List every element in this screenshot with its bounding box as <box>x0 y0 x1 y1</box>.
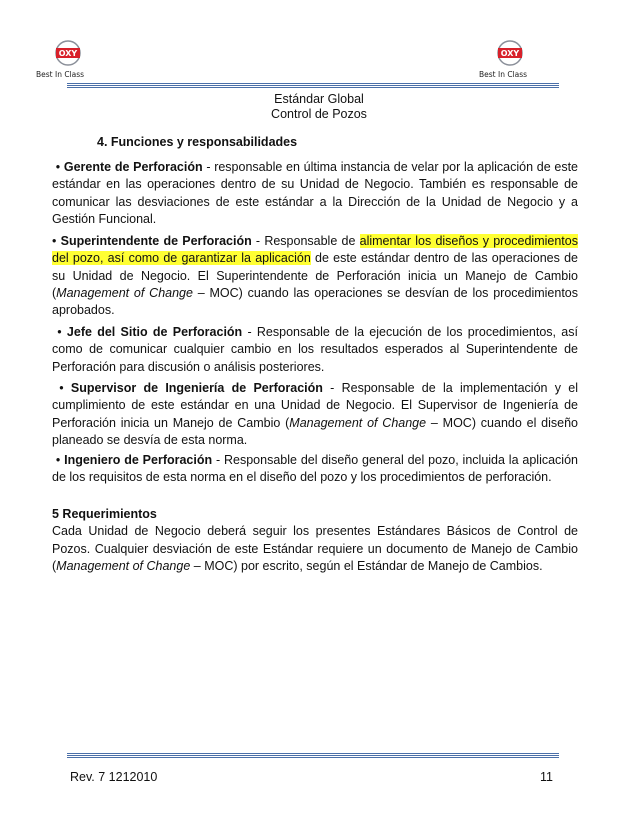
bullet: • <box>52 234 57 248</box>
role-paragraph-superintendente <box>52 233 578 319</box>
svg-text:OXY: OXY <box>58 49 78 59</box>
italic-term: Management of Change <box>56 558 191 573</box>
role-paragraph-supervisor <box>52 380 578 449</box>
role-paragraph-gerente <box>52 159 578 228</box>
oxy-logo-left <box>52 40 84 66</box>
header-rule <box>67 83 559 88</box>
footer-revision: Rev. 7 1212010 <box>70 770 158 784</box>
role-description: – MOC) cuando el diseño planeado se desvía de esta norma. <box>52 415 578 447</box>
svg-text:OXY: OXY <box>500 49 520 59</box>
oxy-logo-right <box>494 40 526 66</box>
highlighted-text: alimentar los diseños y procedimientos del pozo, así como de garantizar la aplicación <box>52 234 578 266</box>
bullet: • <box>57 325 62 339</box>
page-number: 11 <box>540 770 553 784</box>
role-paragraph-ingeniero <box>52 452 578 487</box>
role-description: - Responsable de <box>251 234 360 248</box>
bullet: • <box>55 160 61 174</box>
section-5-title: 5 Requerimientos <box>52 507 157 521</box>
best-in-class-right: Best In Class <box>479 70 528 79</box>
italic-term: Management of Change <box>289 415 427 430</box>
best-in-class-left: Best In Class <box>36 70 85 79</box>
role-description: - Responsable del diseño general del pozo, incluida la aplicación de los requisitos de esta norma en el diseño del pozo y los procedimientos de perforación. <box>52 453 578 485</box>
role-description: - responsable en última instancia de velar por la aplicación de este estándar en las operaciones dentro de su Unidad de Negocio. También es responsable de comunicar las desviaciones de este estándar a la Dirección de la Unidad de Negocio y a Gestión Funcional. <box>52 160 578 226</box>
role-name: Supervisor de Ingeniería de Perforación <box>70 381 323 395</box>
section-5 <box>52 506 578 575</box>
role-name: Gerente de Perforación <box>63 160 203 174</box>
role-description: - Responsable de la implementación y el cumplimiento de este estándar en una Unidad de Negocio. El Supervisor de Ingeniería de Perforación inicia un Manejo de Cambio ( <box>52 381 578 430</box>
bullet: • <box>55 453 61 467</box>
bullet: • <box>59 381 64 395</box>
section-5-body: Cada Unidad de Negocio deberá seguir los presentes Estándares Básicos de Control de Pozos. Cualquier desviación de este Estándar requiere un documento de Manejo de Cambio ( <box>52 524 578 573</box>
italic-term: Management of Change <box>56 285 193 300</box>
footer-rule <box>67 753 559 758</box>
document-subtitle: Control de Pozos <box>271 107 367 121</box>
role-name: Superintendente de Perforación <box>60 234 252 248</box>
role-description: - Responsable de la ejecución de los procedimientos, así como de comunicar cualquier cambio en los resultados esperados al Superintendente de Perforación para discusión o análisis posteriores. <box>52 325 578 374</box>
role-description: – MOC) cuando las operaciones se desvían de los procedimientos aprobados. <box>52 285 578 318</box>
document-title: Estándar Global <box>274 92 364 106</box>
section-4-title: 4. Funciones y responsabilidades <box>97 135 298 149</box>
role-name: Ingeniero de Perforación <box>64 453 213 467</box>
section-5-body: – MOC) por escrito, según el Estándar de Manejo de Cambios. <box>190 558 543 573</box>
role-description: de este estándar dentro de las operaciones de su Unidad de Negocio. El Superintendente de Perforación inicia un Manejo de Cambio ( <box>52 251 578 300</box>
role-paragraph-jefe-sitio <box>52 324 578 376</box>
role-name: Jefe del Sitio de Perforación <box>66 325 243 339</box>
